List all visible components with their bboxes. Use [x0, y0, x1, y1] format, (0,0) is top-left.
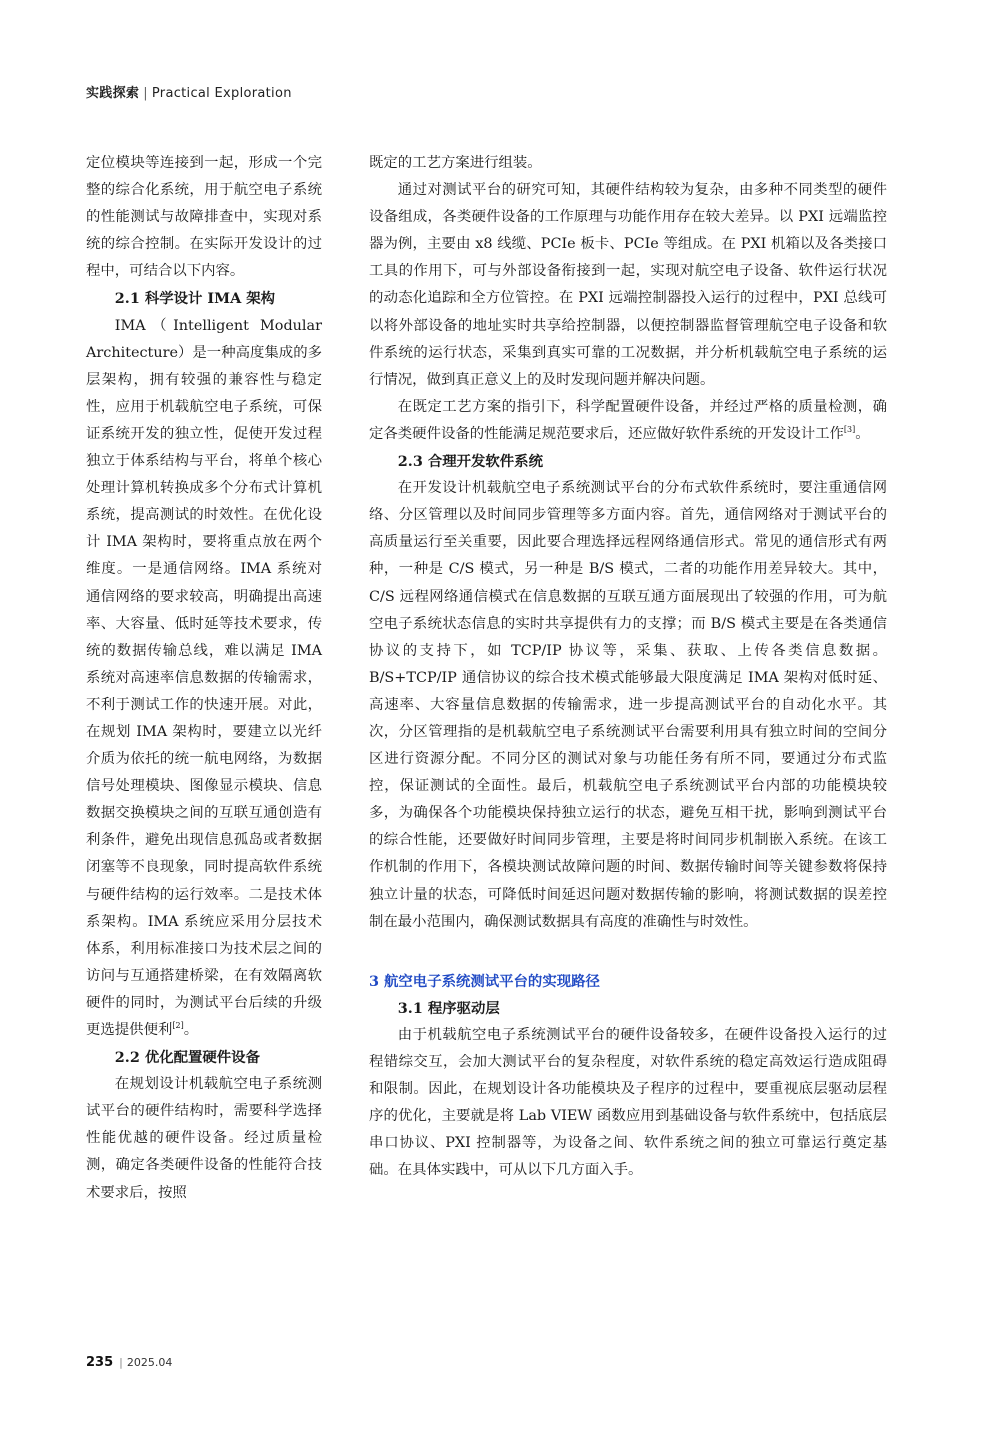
footer-separator: |: [119, 1356, 123, 1369]
page-footer: [86, 1355, 172, 1370]
subheading-2-1: 2.1 科学设计 IMA 架构: [114, 290, 276, 308]
left-paragraph-1: 定位模块等连接到一起，形成一个完整的综合化系统，用于航空电子系统的性能测试与故障排查中，实现对系统的综合控制。在实际开发设计的过程中，可结合以下内容。: [86, 155, 322, 280]
right-paragraph-5: 由于机载航空电子系统测试平台的硬件设备较多，在硬件设备投入运行的过程错综交互，会加大测试平台的复杂程度，对软件系统的稳定高效运行造成阻碍和限制。因此，在规划设计各功能模块及子程序的过程中，要重视底层驱动层程序的优化，主要就是将 Lab VIEW 函数应用到基础设备与软件系统中，包括底层串口协议、PXI 控制器等，为设备之间、软件系统之间的独立可靠运行奠定基础。在具体实践中，可从以下几方面入手。: [369, 1026, 887, 1179]
left-paragraph-2: [86, 313, 322, 1045]
left-paragraph-2-end: 。: [183, 1022, 199, 1038]
left-column: [86, 150, 322, 1207]
right-paragraph-4: 在开发设计机载航空电子系统测试平台的分布式软件系统时，要注重通信网络、分区管理以及时间同步管理等多方面内容。首先，通信网络对于测试平台的高质量运行至关重要，因此要合理选择远程网络通信形式。常见的通信形式有两种，一种是 C/S 模式，另一种是 B/S 模式，二者的功能作用差异较大。其中，C/S 远程网络通信模式在信息数据的互联互通方面展现出了较强的作用，可为航空电子系统状态信息的实时共享提供有力的支撑；而 B/S 模式主要是在各类通信协议的支持下，如 TCP/IP 协议等，采集、获取、上传各类信息数据。B/S+TCP/IP 通信协议的综合技术模式能够最大限度满足 IMA 架构对低时延、高速率、大容量信息数据的传输需求，进一步提高测试平台的自动化水平。其次，分区管理指的是机载航空电子系统测试平台需要利用具有独立时间的空间分区进行资源分配。不同分区的测试对象与功能任务有所不同，要通过分布式监控，保证测试的全面性。最后，机载航空电子系统测试平台内部的功能模块较多，为确保各个功能模块保持独立运行的状态，避免互相干扰，影响到测试平台的综合性能，还要做好时间同步管理，主要是将时间同步机制嵌入系统。在该工作机制的作用下，各模块测试故障问题的时间、数据传输时间等关键参数将保持独立计量的状态，可降低时间延迟问题对数据传输的影响，将测试数据的误差控制在最小范围内，确保测试数据具有高度的准确性与时效性。: [369, 480, 887, 930]
subheading-2-2: 2.2 优化配置硬件设备: [114, 1049, 260, 1067]
right-paragraph-3: [369, 394, 887, 448]
right-paragraph-3-end: 。: [855, 425, 870, 442]
header-section-en: Practical Exploration: [151, 86, 292, 101]
right-paragraph-3-text: 在既定工艺方案的指引下，科学配置硬件设备，并经过严格的质量检测，确定各类硬件设备的性能满足规范要求后，还应做好软件系统的开发设计工作: [369, 398, 887, 442]
right-column: [369, 150, 887, 1184]
citation-2: [2]: [172, 1021, 184, 1031]
header-separator: |: [143, 86, 148, 101]
issue-date: 2025.04: [126, 1356, 173, 1369]
running-header: [86, 82, 292, 101]
left-paragraph-2-text: IMA（Intelligent Modular Architecture）是一种高度集成的多层架构，拥有较强的兼容性与稳定性，应用于机载航空电子系统，可保证系统开发的独立性，促使开发过程独立于体系结构与平台，将单个核心处理计算机转换成多个分布式计算机系统，提高测试的时效性。在优化设计 IMA 架构时，要将重点放在两个维度。一是通信网络。IMA 系统对通信网络的要求较高，明确提出高速率、大容量、低时延等技术要求，传统的数据传输总线，难以满足 IMA 系统对高速率信息数据的传输需求，不利于测试工作的快速开展。对此，在规划 IMA 架构时，要建立以光纤介质为依托的统一航电网络，为数据信号处理模块、图像显示模块、信息数据交换模块之间的互联互通创造有利条件，避免出现信息孤岛或者数据闭塞等不良现象，同时提高软件系统与硬件结构的运行效率。二是技术体系架构。IMA 系统应采用分层技术体系，利用标准接口为技术层之间的访问与互通搭建桥梁，在有效隔离软硬件的同时，为测试平台后续的升级更选提供便利: [86, 317, 322, 1038]
subheading-2-3: 2.3 合理开发软件系统: [397, 453, 543, 471]
right-paragraph-1: 既定的工艺方案进行组装。: [369, 155, 542, 171]
subheading-3-1: 3.1 程序驱动层: [397, 999, 500, 1017]
left-paragraph-3: 在规划设计机载航空电子系统测试平台的硬件结构时，需要科学选择性能优越的硬件设备。经过质量检测，确定各类硬件设备的性能符合技术要求后，按照: [86, 1076, 322, 1201]
page-number: 235: [86, 1355, 114, 1370]
section-heading-3: 3 航空电子系统测试平台的实现路径: [369, 972, 600, 990]
citation-3: [3]: [843, 425, 856, 435]
right-paragraph-2: 通过对测试平台的研究可知，其硬件结构较为复杂，由多种不同类型的硬件设备组成，各类硬件设备的工作原理与功能作用存在较大差异。以 PXI 远端监控器为例，主要由 x8 线缆、PCIe 板卡、PCIe 等组成。在 PXI 机箱以及各类接口工具的作用下，可与外部设备衔接到一起，实现对航空电子设备、软件运行状况的动态化追踪和全方位管控。在 PXI 远端控制器投入运行的过程中，PXI 总线可以将外部设备的地址实时共享给控制器，以便控制器监督管理航空电子设备和软件系统的运行状态，采集到真实可靠的工况数据，并分析机载航空电子系统的运行情况，做到真正意义上的及时发现问题并解决问题。: [369, 182, 887, 388]
header-section-cn: 实践探索: [86, 86, 140, 101]
